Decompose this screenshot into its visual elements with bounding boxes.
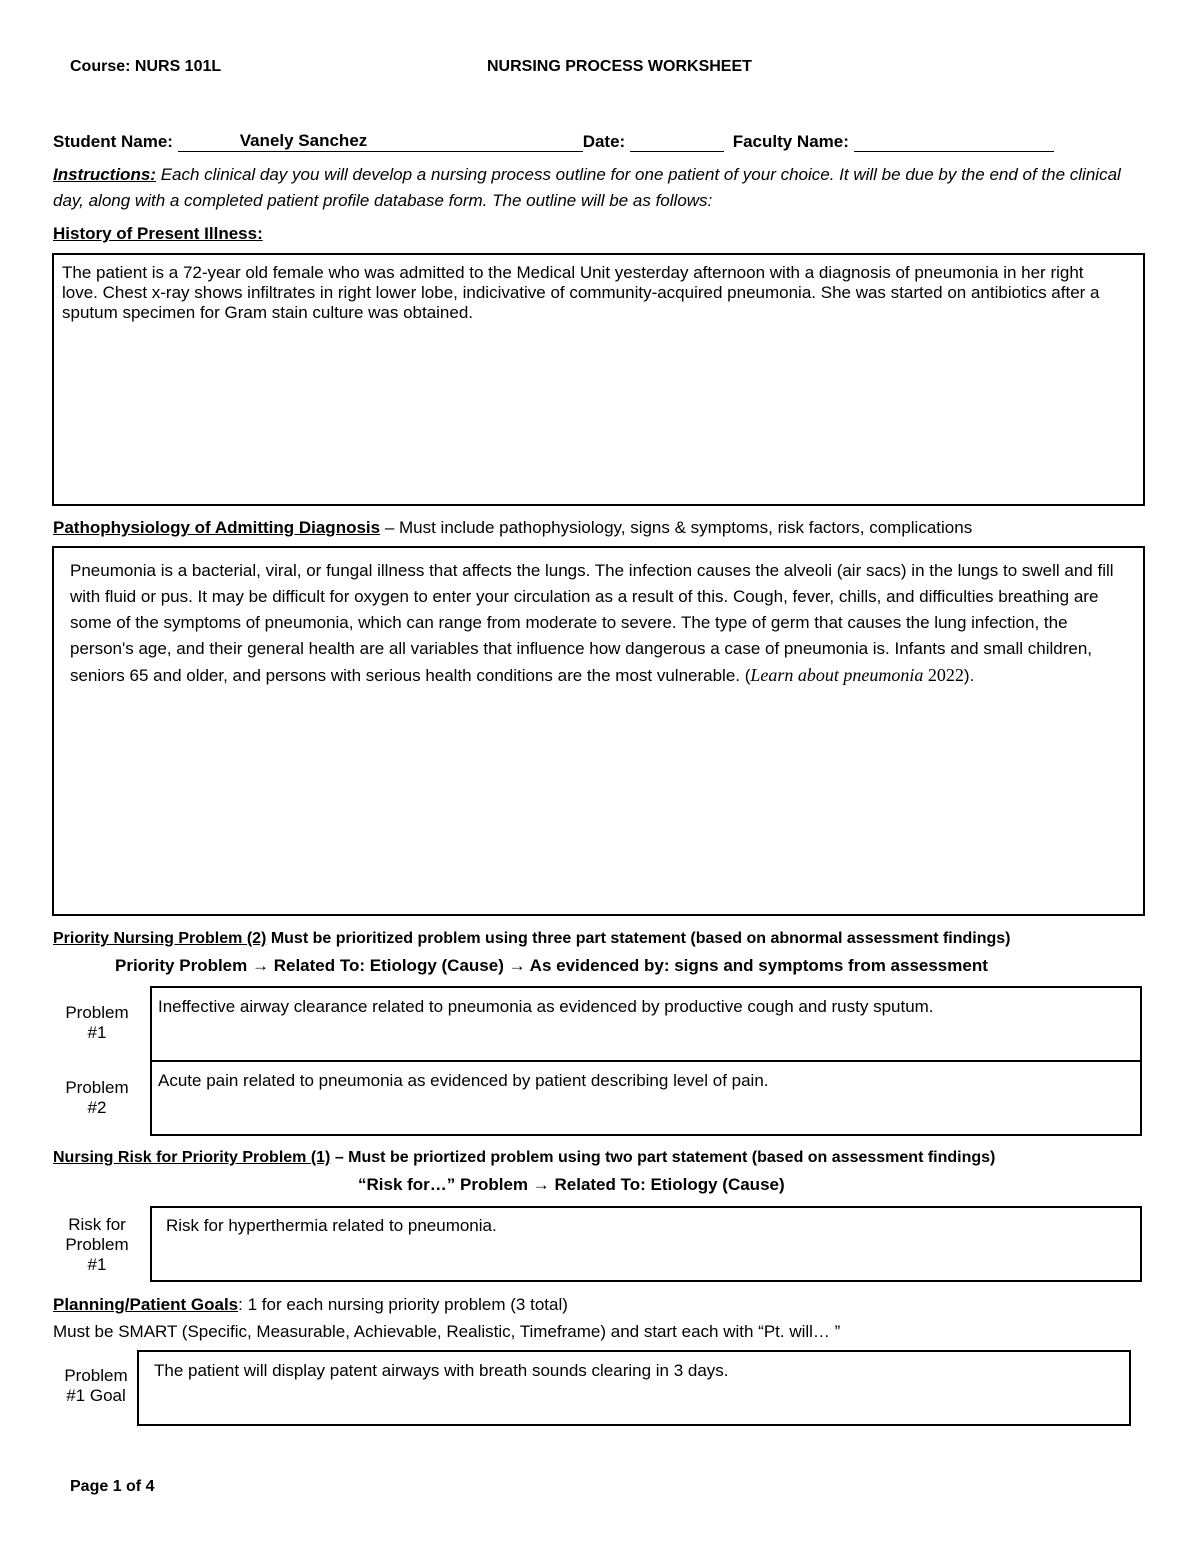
goal-1-label-line1: Problem <box>64 1366 128 1385</box>
citation-title: Learn about pneumonia <box>750 665 924 685</box>
arrow-right-icon: → <box>532 1175 550 1194</box>
risk-problem-1-text: Risk for hyperthermia related to pneumonia. <box>166 1216 497 1235</box>
smart-criteria: Must be SMART (Specific, Measurable, Achievable, Realistic, Timeframe) and start each with “Pt. will… ” <box>53 1322 841 1341</box>
hpi-box[interactable] <box>52 253 1145 506</box>
faculty-name-label: Faculty Name: <box>732 132 849 151</box>
problem-1-text: Ineffective airway clearance related to pneumonia as evidenced by productive cough and rusty sputum. <box>158 997 934 1016</box>
formula-priority-problem: Priority Problem <box>115 956 252 975</box>
student-name-label: Student Name: <box>53 132 173 151</box>
student-name-field[interactable] <box>178 133 583 152</box>
hpi-heading: History of Present Illness: <box>53 224 263 243</box>
date-label: Date: <box>582 132 626 151</box>
formula-risk-for: “Risk for…” Problem <box>358 1175 533 1194</box>
date-field[interactable] <box>630 133 724 152</box>
formula-related-to: Related To: Etiology (Cause) <box>268 956 509 975</box>
arrow-right-icon: → <box>251 956 269 975</box>
problem-1-label-line2: #1 <box>87 1023 107 1042</box>
risk-label-line3: #1 <box>87 1255 107 1274</box>
patho-heading: Pathophysiology of Admitting Diagnosis <box>53 518 381 537</box>
goal-1-label-line2: #1 Goal <box>66 1386 126 1405</box>
problem-1-box[interactable] <box>150 986 1142 1062</box>
priority-heading-line <box>53 930 1011 948</box>
problem-2-box[interactable] <box>150 1060 1142 1136</box>
arrow-right-icon: → <box>508 956 526 975</box>
worksheet-title: NURSING PROCESS WORKSHEET <box>487 58 752 75</box>
risk-heading: Nursing Risk for Priority Problem (1) <box>53 1149 331 1166</box>
course-label: Course: NURS 101L <box>70 58 222 75</box>
planning-subtext: : 1 for each nursing priority problem (3 total) <box>238 1295 568 1314</box>
formula-evidenced-by: As evidenced by: signs and symptoms from assessment <box>525 956 988 975</box>
citation-year: 2022 <box>923 665 964 685</box>
instructions <box>53 162 1133 214</box>
problem-2-text: Acute pain related to pneumonia as evidenced by patient describing level of pain. <box>158 1071 769 1090</box>
citation-open: ( <box>740 666 751 685</box>
priority-heading: Priority Nursing Problem (2) <box>53 930 267 947</box>
patho-box[interactable] <box>52 546 1145 916</box>
risk-problem-1-label <box>52 1215 142 1275</box>
risk-formula <box>358 1175 785 1195</box>
problem-1-label-line1: Problem <box>65 1003 129 1022</box>
instructions-text: Each clinical day you will develop a nursing process outline for one patient of your choice. It will be due by the end of the clinical day, along with a completed patient profile database form. The outline will be as follows: <box>53 165 1121 210</box>
goal-1-label <box>56 1366 136 1406</box>
risk-problem-1-box[interactable] <box>150 1206 1142 1282</box>
risk-label-line1: Risk for <box>68 1215 126 1234</box>
goal-1-text: The patient will display patent airways with breath sounds clearing in 3 days. <box>154 1361 729 1380</box>
patho-text-block <box>70 558 1120 689</box>
formula-risk-related-to: Related To: Etiology (Cause) <box>549 1175 785 1194</box>
priority-subtext: Must be prioritized problem using three part statement (based on abnormal assessment findings) <box>266 930 1011 947</box>
priority-formula <box>115 956 988 976</box>
hpi-text: The patient is a 72-year old female who was admitted to the Medical Unit yesterday afternoon with a diagnosis of pneumonia in her right love. Chest x-ray shows infiltrates in right lower lobe, indicivative of community-acquired pneumonia. She was started on antibiotics after a sputum specimen for Gram stain culture was obtained. <box>62 263 1100 322</box>
patho-text: Pneumonia is a bacterial, viral, or fungal illness that affects the lungs. The infection causes the alveoli (air sacs) in the lungs to swell and fill with fluid or pus. It may be difficult for oxygen to enter your circulation as a result of this. Cough, fever, chills, and difficulties breathing are some of the symptoms of pneumonia, which can range from moderate to severe. The type of germ that causes the lung infection, the person's age, and their general health are all variables that influence how dangerous a case of pneumonia is. Infants and small children, seniors 65 and older, and persons with serious health conditions are the most vulnerable. <box>70 561 1114 685</box>
problem-1-label <box>52 1003 142 1043</box>
planning-heading-line <box>53 1295 568 1315</box>
problem-2-label <box>52 1078 142 1118</box>
student-info-line <box>53 132 1054 152</box>
instructions-label: Instructions: <box>53 165 156 184</box>
patho-heading-line <box>53 518 972 538</box>
goal-1-box[interactable] <box>137 1350 1131 1426</box>
risk-subtext: – Must be priortized problem using two part statement (based on assessment findings) <box>330 1149 996 1166</box>
page-number: Page 1 of 4 <box>70 1478 155 1495</box>
patho-subtext: – Must include pathophysiology, signs & symptoms, risk factors, complications <box>380 518 973 537</box>
problem-2-label-line2: #2 <box>87 1098 107 1117</box>
risk-label-line2: Problem <box>65 1235 129 1254</box>
faculty-name-field[interactable] <box>854 133 1054 152</box>
student-name-value: Vanely Sanchez <box>239 131 368 150</box>
problem-2-label-line1: Problem <box>65 1078 129 1097</box>
planning-heading: Planning/Patient Goals <box>53 1295 239 1314</box>
citation-close: ). <box>963 666 975 685</box>
risk-heading-line <box>53 1149 995 1167</box>
